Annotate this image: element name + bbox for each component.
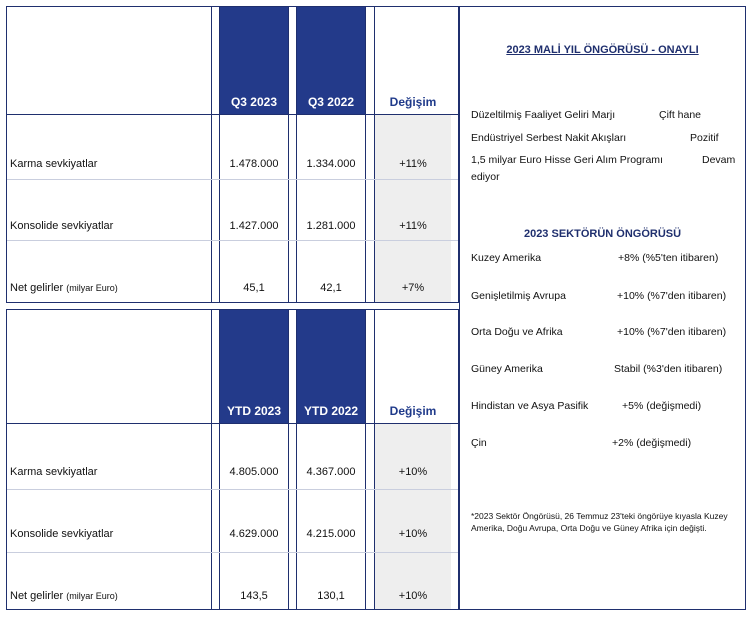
- row-label-text: Net gelirler: [10, 282, 64, 294]
- sector-region: Çin: [471, 437, 487, 449]
- ytd-row-label: Karma sevkiyatlar: [10, 466, 98, 478]
- q3-2022-header: Q3 2022: [307, 95, 355, 109]
- sector-region: Orta Doğu ve Afrika: [471, 326, 563, 338]
- ytd-change-value: +10%: [398, 466, 428, 478]
- row-unit: (milyar Euro): [66, 283, 118, 293]
- q3-row-label: [10, 282, 118, 294]
- ytd-2023-header: YTD 2023: [226, 404, 282, 418]
- guidance-value: Pozitif: [690, 132, 719, 144]
- sector-region: Kuzey Amerika: [471, 252, 542, 264]
- ytd-change-value: +10%: [398, 590, 428, 602]
- q3-2023-header: Q3 2023: [230, 95, 278, 109]
- sector-value: Stabil (%3'den itibaren): [614, 363, 723, 375]
- ytd-2022-header: YTD 2022: [303, 404, 359, 418]
- sector-value: +5% (değişmedi): [622, 400, 702, 412]
- sector-title: 2023 SEKTÖRÜN ÖNGÖRÜSÜ: [523, 228, 682, 240]
- row-label-text: Net gelirler: [10, 590, 64, 602]
- sector-value: +10% (%7'den itibaren): [617, 290, 727, 302]
- guidance-continuation: ediyor: [471, 171, 500, 183]
- q3-2022-value: 1.281.000: [306, 220, 356, 232]
- ytd-2022-value: 4.367.000: [306, 466, 356, 478]
- ytd-2023-value: 143,5: [240, 590, 268, 602]
- ytd-2022-value: 4.215.000: [306, 528, 356, 540]
- ytd-row-label: Konsolide sevkiyatlar: [10, 528, 114, 540]
- q3-change-column: [375, 115, 451, 302]
- guidance-value: Devam: [702, 154, 736, 166]
- row-unit: (milyar Euro): [66, 591, 118, 601]
- sector-region: Güney Amerika: [471, 363, 543, 375]
- sector-region: Genişletilmiş Avrupa: [471, 290, 566, 302]
- guidance-label: 1,5 milyar Euro Hisse Geri Alım Programı: [471, 154, 663, 166]
- ytd-2023-value: 4.805.000: [229, 466, 279, 478]
- sector-value: +2% (değişmedi): [612, 437, 692, 449]
- q3-2023-value: 45,1: [243, 282, 265, 294]
- ytd-2023-value: 4.629.000: [229, 528, 279, 540]
- q3-2022-value: 1.334.000: [306, 158, 356, 170]
- ytd-change-column: [375, 424, 451, 609]
- q3-change-value: +7%: [401, 282, 425, 294]
- ytd-2022-value: 130,1: [317, 590, 345, 602]
- q3-2022-value: 42,1: [320, 282, 342, 294]
- q3-change-header: Değişim: [389, 95, 437, 109]
- guidance-label: Endüstriyel Serbest Nakit Akışları: [471, 132, 627, 144]
- guidance-value: Çift hane: [659, 109, 702, 121]
- guidance-title: 2023 MALİ YIL ÖNGÖRÜSÜ - ONAYLI: [506, 44, 699, 56]
- q3-change-value: +11%: [399, 158, 427, 170]
- ytd-change-header: Değişim: [389, 404, 437, 418]
- q3-2023-value: 1.478.000: [229, 158, 279, 170]
- ytd-change-value: +10%: [398, 528, 428, 540]
- sector-footnote: *2023 Sektör Öngörüsü, 26 Temmuz 23'teki öngörüye kıyasla Kuzey Amerika, Doğu Avrupa, Orta Doğu ve Güney Afrika için değişti.: [471, 511, 728, 533]
- guidance-label: Düzeltilmiş Faaliyet Geliri Marjı: [471, 109, 616, 121]
- sector-value: +10% (%7'den itibaren): [617, 326, 727, 338]
- q3-row-label: Konsolide sevkiyatlar: [10, 220, 114, 232]
- ytd-row-label: [10, 590, 118, 602]
- q3-row-label: Karma sevkiyatlar: [10, 158, 98, 170]
- q3-2023-value: 1.427.000: [229, 220, 279, 232]
- sector-value: +8% (%5'ten itibaren): [618, 252, 719, 264]
- q3-change-value: +11%: [399, 220, 427, 232]
- sector-region: Hindistan ve Asya Pasifik: [471, 400, 589, 412]
